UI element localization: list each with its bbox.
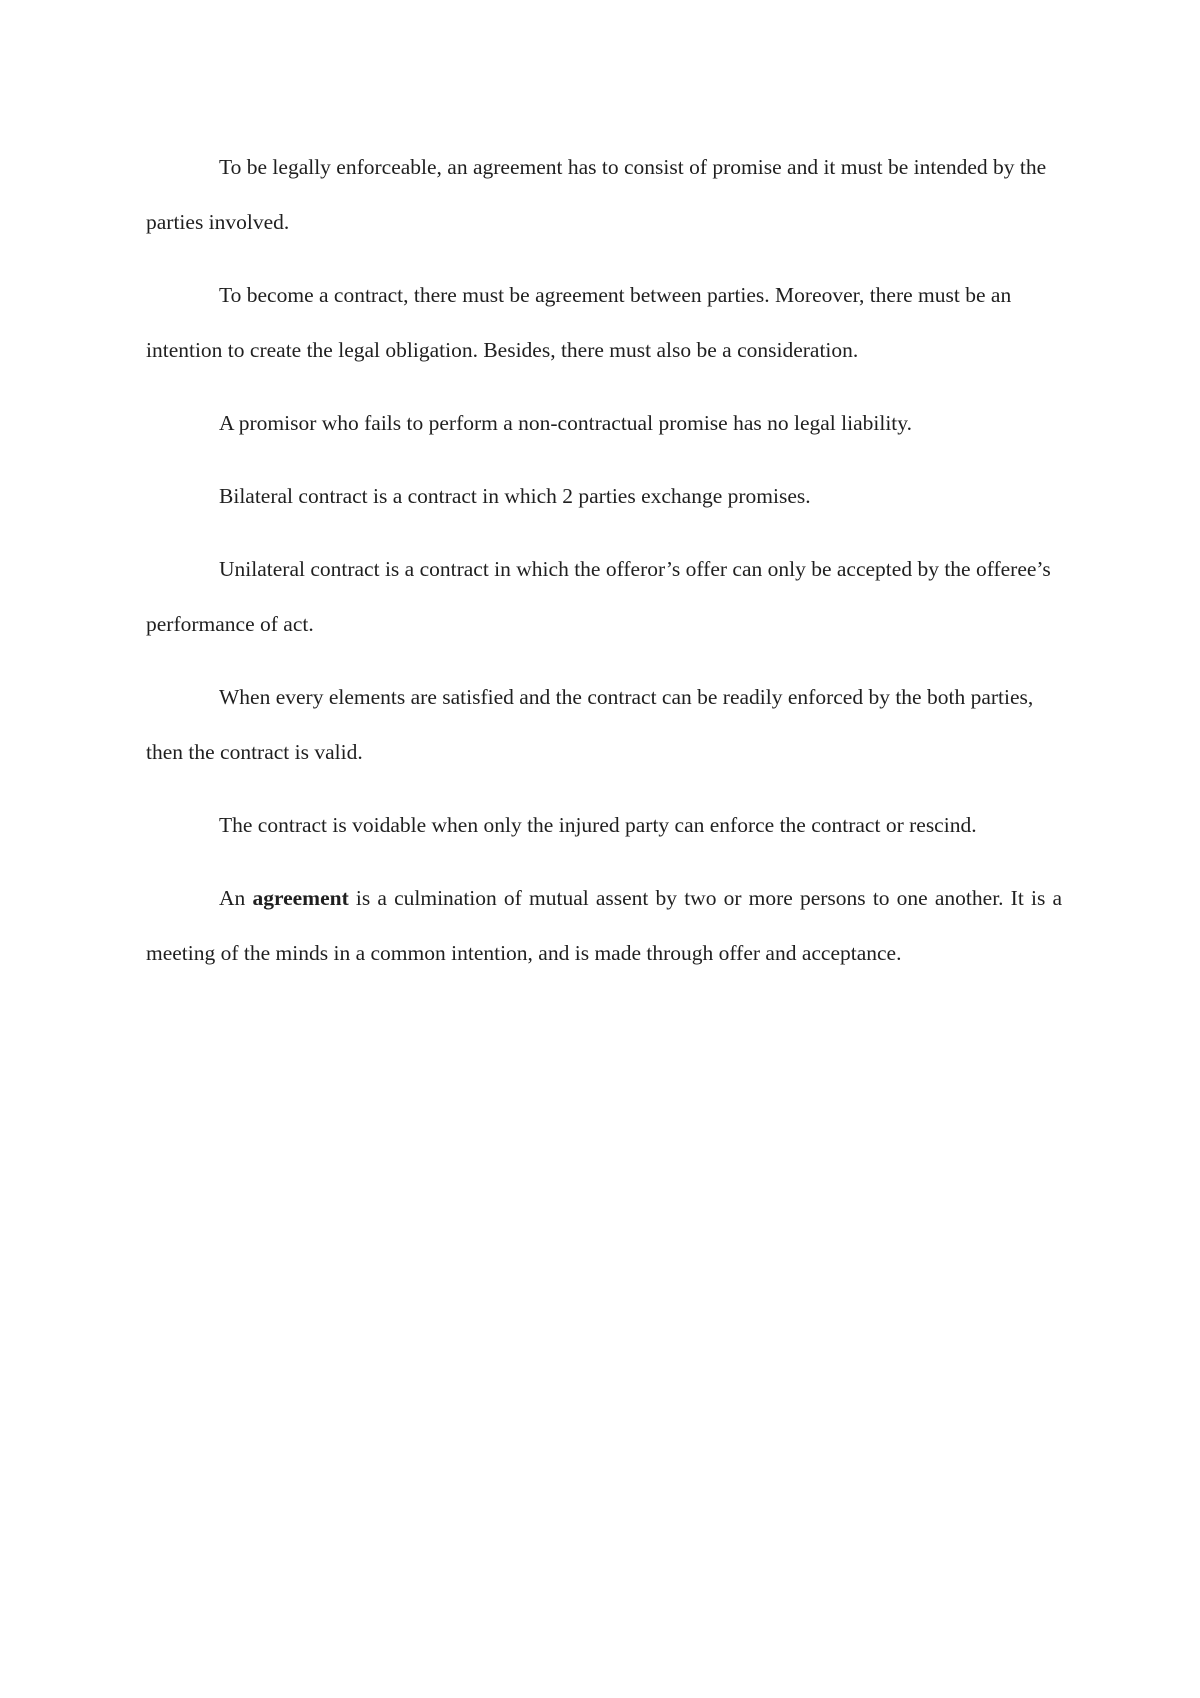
paragraph-unilateral-contract: Unilateral contract is a contract in which the offeror’s offer can only be accepted by the offeree’s performance of act. (146, 557, 1051, 636)
paragraph-valid-contract: When every elements are satisfied and the contract can be readily enforced by the both parties, then the contract is valid. (146, 685, 1034, 764)
agreement-term: agreement (252, 886, 349, 910)
paragraph-voidable-contract: The contract is voidable when only the injured party can enforce the contract or rescind. (219, 813, 977, 837)
agreement-definition-text: is a culmination of mutual assent by two or more persons to one another. It is a meeting of the minds in a common intention, and is made through offer and acceptance. (146, 886, 1063, 965)
paragraph-contract-requirements: To become a contract, there must be agreement between parties. Moreover, there must be an intention to create the legal obligation. Besides, there must also be a consideration. (146, 283, 1012, 362)
paragraph-agreement-definition (146, 871, 1062, 981)
paragraph-bilateral-contract: Bilateral contract is a contract in which 2 parties exchange promises. (219, 484, 811, 508)
document-body (146, 140, 1062, 999)
paragraph-enforceability: To be legally enforceable, an agreement has to consist of promise and it must be intended by the parties involved. (146, 155, 1047, 234)
agreement-lead-text: An (219, 886, 253, 910)
paragraph-non-contractual-promise: A promisor who fails to perform a non-contractual promise has no legal liability. (219, 411, 913, 435)
